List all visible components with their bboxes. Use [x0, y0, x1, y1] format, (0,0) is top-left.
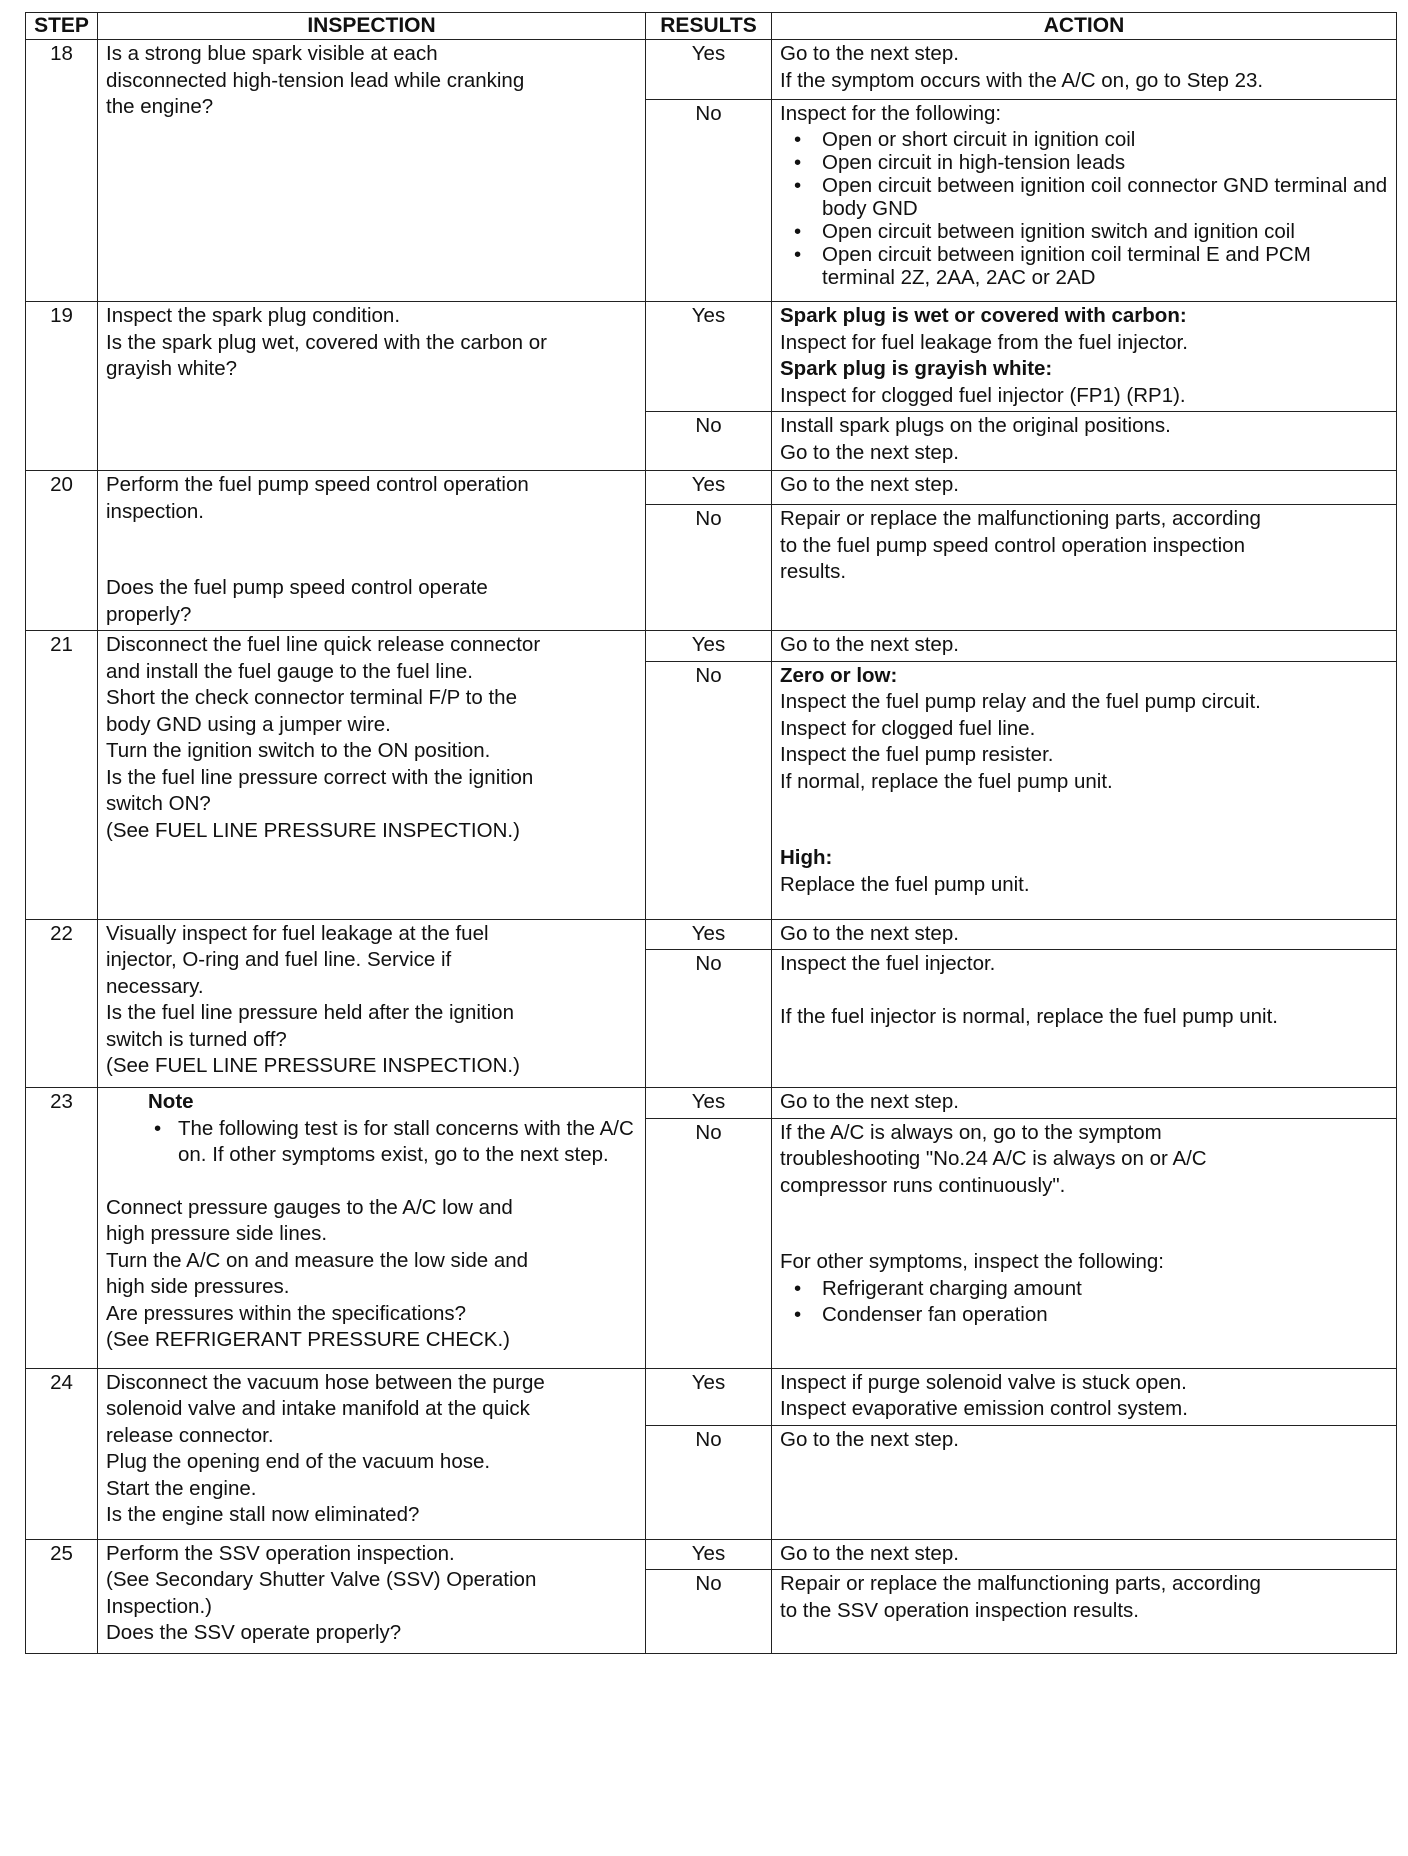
step-number: 22: [26, 919, 98, 1088]
troubleshooting-table: [25, 12, 1397, 1654]
step-number: 24: [26, 1368, 98, 1539]
result-no: No: [646, 505, 772, 631]
table-row-step-22-yes: [26, 919, 1397, 950]
step-number: 19: [26, 302, 98, 471]
action-no: Repair or replace the malfunctioning parts, according to the SSV operation inspection results.: [772, 1570, 1397, 1654]
table-row-step-24-yes: [26, 1368, 1397, 1425]
action-no: Install spark plugs on the original positions. Go to the next step.: [772, 412, 1397, 471]
action-no: Go to the next step.: [772, 1425, 1397, 1539]
result-no: No: [646, 1425, 772, 1539]
action-no: Inspect for the following: • Open or short circuit in ignition coil • Open circuit in high-tension leads • Open circuit between ignition coil connector GND terminal and body GND • Open circuit between ignition switch and ignition coil • Open circuit between ignition coil terminal E and PCM terminal 2Z, 2AA, 2AC or 2AD: [772, 100, 1397, 302]
inspection-cell: Disconnect the vacuum hose between the purge solenoid valve and intake manifold at the quick release connector. Plug the opening end of the vacuum hose. Start the engine. Is the engine stall now eliminated?: [98, 1368, 646, 1539]
result-yes: Yes: [646, 1088, 772, 1119]
action-yes: Go to the next step.: [772, 471, 1397, 505]
note-list: [106, 1116, 637, 1169]
list-item: • Condenser fan operation: [822, 1302, 1388, 1329]
result-yes: Yes: [646, 919, 772, 950]
result-yes: Yes: [646, 302, 772, 412]
header-step: STEP: [26, 13, 98, 40]
note-title: Note: [148, 1090, 194, 1113]
table-row-step-23-yes: [26, 1088, 1397, 1119]
table-header-row: [26, 13, 1397, 40]
step-number: 25: [26, 1539, 98, 1654]
step-number: 21: [26, 631, 98, 920]
action-yes: Go to the next step.: [772, 1088, 1397, 1119]
step-number: 23: [26, 1088, 98, 1369]
table-row-step-19-yes: [26, 302, 1397, 412]
table-row-step-21-yes: [26, 631, 1397, 662]
inspection-cell: Perform the fuel pump speed control operation inspection. Does the fuel pump speed control operate properly?: [98, 471, 646, 631]
result-no: No: [646, 412, 772, 471]
action-yes: Go to the next step.: [772, 631, 1397, 662]
table-row-step-25-yes: [26, 1539, 1397, 1570]
action-yes: Inspect if purge solenoid valve is stuck open. Inspect evaporative emission control system.: [772, 1368, 1397, 1425]
result-yes: Yes: [646, 1539, 772, 1570]
result-yes: Yes: [646, 631, 772, 662]
action-no: Zero or low: Inspect the fuel pump relay and the fuel pump circuit. Inspect for clogged fuel line. Inspect the fuel pump resister. If normal, replace the fuel pump unit. High: Replace the fuel pump unit.: [772, 661, 1397, 919]
action-no: Repair or replace the malfunctioning parts, according to the fuel pump speed control operation inspection results.: [772, 505, 1397, 631]
step-number: 20: [26, 471, 98, 631]
header-results: RESULTS: [646, 13, 772, 40]
action-yes: Go to the next step.: [772, 919, 1397, 950]
list-item: • Open circuit between ignition coil terminal E and PCM terminal 2Z, 2AA, 2AC or 2AD: [822, 243, 1388, 289]
result-no: No: [646, 1570, 772, 1654]
action-no: If the A/C is always on, go to the symptom troubleshooting "No.24 A/C is always on or A/C compressor runs continuously". For other symptoms, inspect the following: • Refrigerant charging amount • Condenser fan operation: [772, 1118, 1397, 1368]
inspection-cell: Note • The following test is for stall concerns with the A/C on. If other symptoms exist, go to the next step. Connect pressure gauges to the A/C low and high pressure side lines. Turn the A/C on and measure the low side and high side pressures. Are pressures within the specifications? (See REFRIGERANT PRESSURE CHECK.): [98, 1088, 646, 1369]
result-no: No: [646, 950, 772, 1088]
inspection-cell: Inspect the spark plug condition. Is the spark plug wet, covered with the carbon or grayish white?: [98, 302, 646, 471]
result-yes: Yes: [646, 471, 772, 505]
inspection-cell: Is a strong blue spark visible at each disconnected high-tension lead while cranking the engine?: [98, 40, 646, 302]
action-no: Inspect the fuel injector. If the fuel injector is normal, replace the fuel pump unit.: [772, 950, 1397, 1088]
step-number: 18: [26, 40, 98, 302]
bullet-list: [780, 128, 1388, 289]
list-item: • Open circuit between ignition switch and ignition coil: [822, 220, 1388, 243]
header-inspection: INSPECTION: [98, 13, 646, 40]
table-row-step-18-yes: [26, 40, 1397, 100]
header-action: ACTION: [772, 13, 1397, 40]
action-yes: Go to the next step.: [772, 1539, 1397, 1570]
bullet-list: [780, 1276, 1388, 1329]
inspection-cell: Visually inspect for fuel leakage at the fuel injector, O-ring and fuel line. Service if necessary. Is the fuel line pressure held after the ignition switch is turned off? (See FUEL LINE PRESSURE INSPECTION.): [98, 919, 646, 1088]
result-yes: Yes: [646, 1368, 772, 1425]
result-no: No: [646, 100, 772, 302]
table-row-step-20-yes: [26, 471, 1397, 505]
inspection-cell: Perform the SSV operation inspection. (See Secondary Shutter Valve (SSV) Operation Inspection.) Does the SSV operate properly?: [98, 1539, 646, 1654]
action-yes: Go to the next step. If the symptom occurs with the A/C on, go to Step 23.: [772, 40, 1397, 100]
result-no: No: [646, 1118, 772, 1368]
list-item: • The following test is for stall concerns with the A/C on. If other symptoms exist, go to the next step.: [178, 1116, 637, 1169]
action-yes: Spark plug is wet or covered with carbon: Inspect for fuel leakage from the fuel injector. Spark plug is grayish white: Inspect for clogged fuel injector (FP1) (RP1).: [772, 302, 1397, 412]
result-no: No: [646, 661, 772, 919]
list-item: • Open circuit between ignition coil connector GND terminal and body GND: [822, 174, 1388, 220]
list-item: • Open or short circuit in ignition coil: [822, 128, 1388, 151]
list-item: • Refrigerant charging amount: [822, 1276, 1388, 1303]
list-item: • Open circuit in high-tension leads: [822, 151, 1388, 174]
inspection-cell: Disconnect the fuel line quick release connector and install the fuel gauge to the fuel line. Short the check connector terminal F/P to the body GND using a jumper wire. Turn the ignition switch to the ON position. Is the fuel line pressure correct with the ignition switch ON? (See FUEL LINE PRESSURE INSPECTION.): [98, 631, 646, 920]
result-yes: Yes: [646, 40, 772, 100]
